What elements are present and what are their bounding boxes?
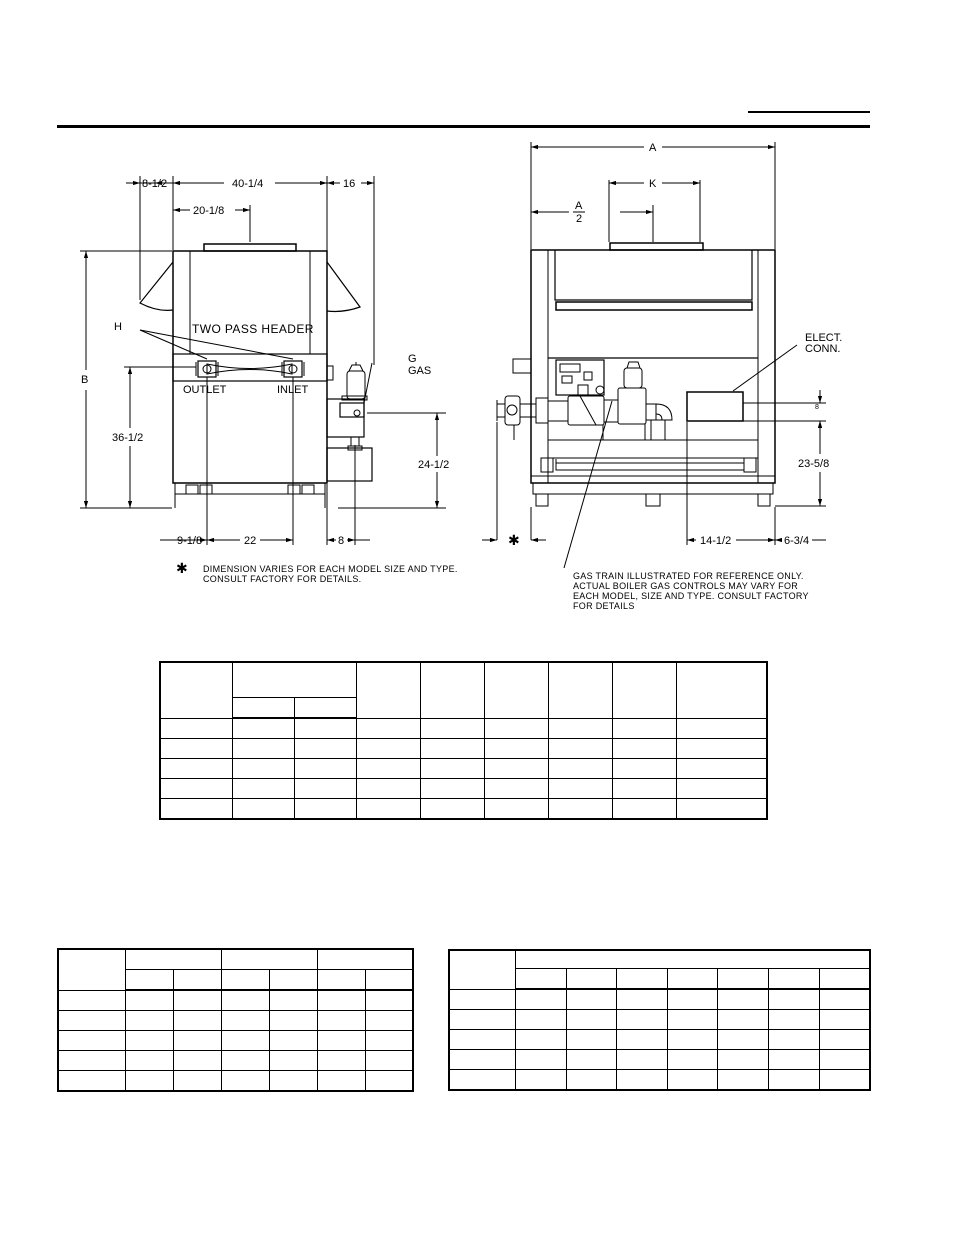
dim-8-1-2: 8-1/2 <box>142 178 168 190</box>
label-inlet: INLET <box>277 384 309 396</box>
table-cell <box>232 698 294 719</box>
elect-conn-box <box>687 392 743 421</box>
label-outlet: OUTLET <box>183 384 227 396</box>
dim-24-1-2: 24-1/2 <box>418 459 450 471</box>
top-vent-right <box>610 243 703 250</box>
dim-14-1-2: 14-1/2 <box>700 535 732 547</box>
table-row <box>58 1011 413 1031</box>
table-cell <box>294 698 356 719</box>
table-cell <box>515 950 870 969</box>
table-cell <box>221 949 317 970</box>
control-box <box>556 360 604 395</box>
dim-20-1-8: 20-1/8 <box>193 205 225 217</box>
table-row <box>160 799 767 820</box>
dim-b: B <box>81 374 89 386</box>
label-h: H <box>114 321 122 333</box>
table-row <box>449 1030 870 1050</box>
dim-k: K <box>649 178 657 190</box>
dimension-note <box>176 560 458 584</box>
right-view <box>482 142 842 568</box>
table-row <box>160 759 767 779</box>
table-row <box>160 779 767 799</box>
gas-train-note-line-4: FOR DETAILS <box>573 601 635 611</box>
label-conn: CONN. <box>805 343 841 355</box>
table-cell <box>356 662 420 718</box>
table-cell <box>612 662 676 718</box>
gas-train-note-line-3: EACH MODEL, SIZE AND TYPE. CONSULT FACTORY <box>573 591 809 601</box>
table-row <box>160 718 767 739</box>
gas-valve-assembly-side <box>327 362 372 481</box>
dimension-note-line-1: DIMENSION VARIES FOR EACH MODEL SIZE AND TYPE. <box>203 564 458 574</box>
table-row <box>58 1031 413 1051</box>
dim-a-half-top: A <box>575 200 583 212</box>
base-foot-4 <box>302 485 314 494</box>
leader-gas-train <box>564 401 612 568</box>
boiler-body-front <box>531 250 775 483</box>
table-cell <box>420 662 484 718</box>
table-cell <box>160 662 232 718</box>
dim-8-bottom: 8 <box>338 535 345 547</box>
table-row <box>449 1050 870 1070</box>
dim-23-5-8: 23-5/8 <box>798 458 830 470</box>
draft-hood-wing-left <box>140 262 173 310</box>
dim-a: A <box>649 142 657 154</box>
base-foot-3 <box>288 485 300 494</box>
gas-train-note-line-2: ACTUAL BOILER GAS CONTROLS MAY VARY FOR <box>573 581 799 591</box>
table-cell <box>317 949 413 970</box>
table-cell <box>676 662 767 718</box>
label-g: G <box>408 353 417 365</box>
table-row <box>58 990 413 1011</box>
label-gas: GAS <box>408 365 432 377</box>
dim-9-1-8: 9-1/8 <box>177 535 203 547</box>
table-cell <box>484 662 548 718</box>
table-cell <box>125 949 221 970</box>
star-symbol: ✱ <box>508 532 520 548</box>
gas-train-note <box>573 571 809 611</box>
draft-hood-wing-right <box>327 262 360 312</box>
leader-elect <box>733 345 797 391</box>
base-foot-1 <box>186 485 198 494</box>
dim-40-1-4: 40-1/4 <box>232 178 264 190</box>
dim-8-small: 8 <box>815 404 819 411</box>
table-row <box>449 950 870 969</box>
dim-a-half-bottom: 2 <box>576 213 583 225</box>
table-row <box>449 1070 870 1091</box>
dim-22: 22 <box>244 535 257 547</box>
table-cell <box>232 662 356 698</box>
dim-6-3-4: 6-3/4 <box>784 535 810 547</box>
table-row <box>160 739 767 759</box>
label-two-pass-header: TWO PASS HEADER <box>192 322 314 336</box>
base-foot-2 <box>200 485 212 494</box>
table-cell <box>58 949 125 990</box>
dim-16: 16 <box>343 178 356 190</box>
left-view <box>80 176 449 547</box>
table-row <box>160 662 767 698</box>
inlet-flange <box>282 361 304 377</box>
side-junction-box <box>513 359 531 373</box>
dimensions-table <box>159 661 768 820</box>
draft-hood-front <box>555 250 752 300</box>
table-row <box>58 1051 413 1071</box>
header-tab-right <box>327 366 333 380</box>
header-pipe <box>207 364 292 374</box>
lower-right-table <box>448 949 871 1091</box>
note-star-symbol: ✱ <box>176 560 189 576</box>
table-row <box>58 949 413 970</box>
gas-train-note-line-1: GAS TRAIN ILLUSTRATED FOR REFERENCE ONLY. <box>573 571 804 581</box>
dim-36-1-2: 36-1/2 <box>112 432 144 444</box>
top-vent-left <box>204 244 296 251</box>
table-row <box>58 1071 413 1092</box>
table-cell <box>449 950 515 989</box>
table-row <box>449 989 870 1010</box>
label-elect: ELECT. <box>805 332 843 344</box>
table-cell <box>548 662 612 718</box>
table-row <box>449 1010 870 1030</box>
lower-left-table <box>57 948 414 1092</box>
dimension-note-line-2: CONSULT FACTORY FOR DETAILS. <box>203 574 362 584</box>
